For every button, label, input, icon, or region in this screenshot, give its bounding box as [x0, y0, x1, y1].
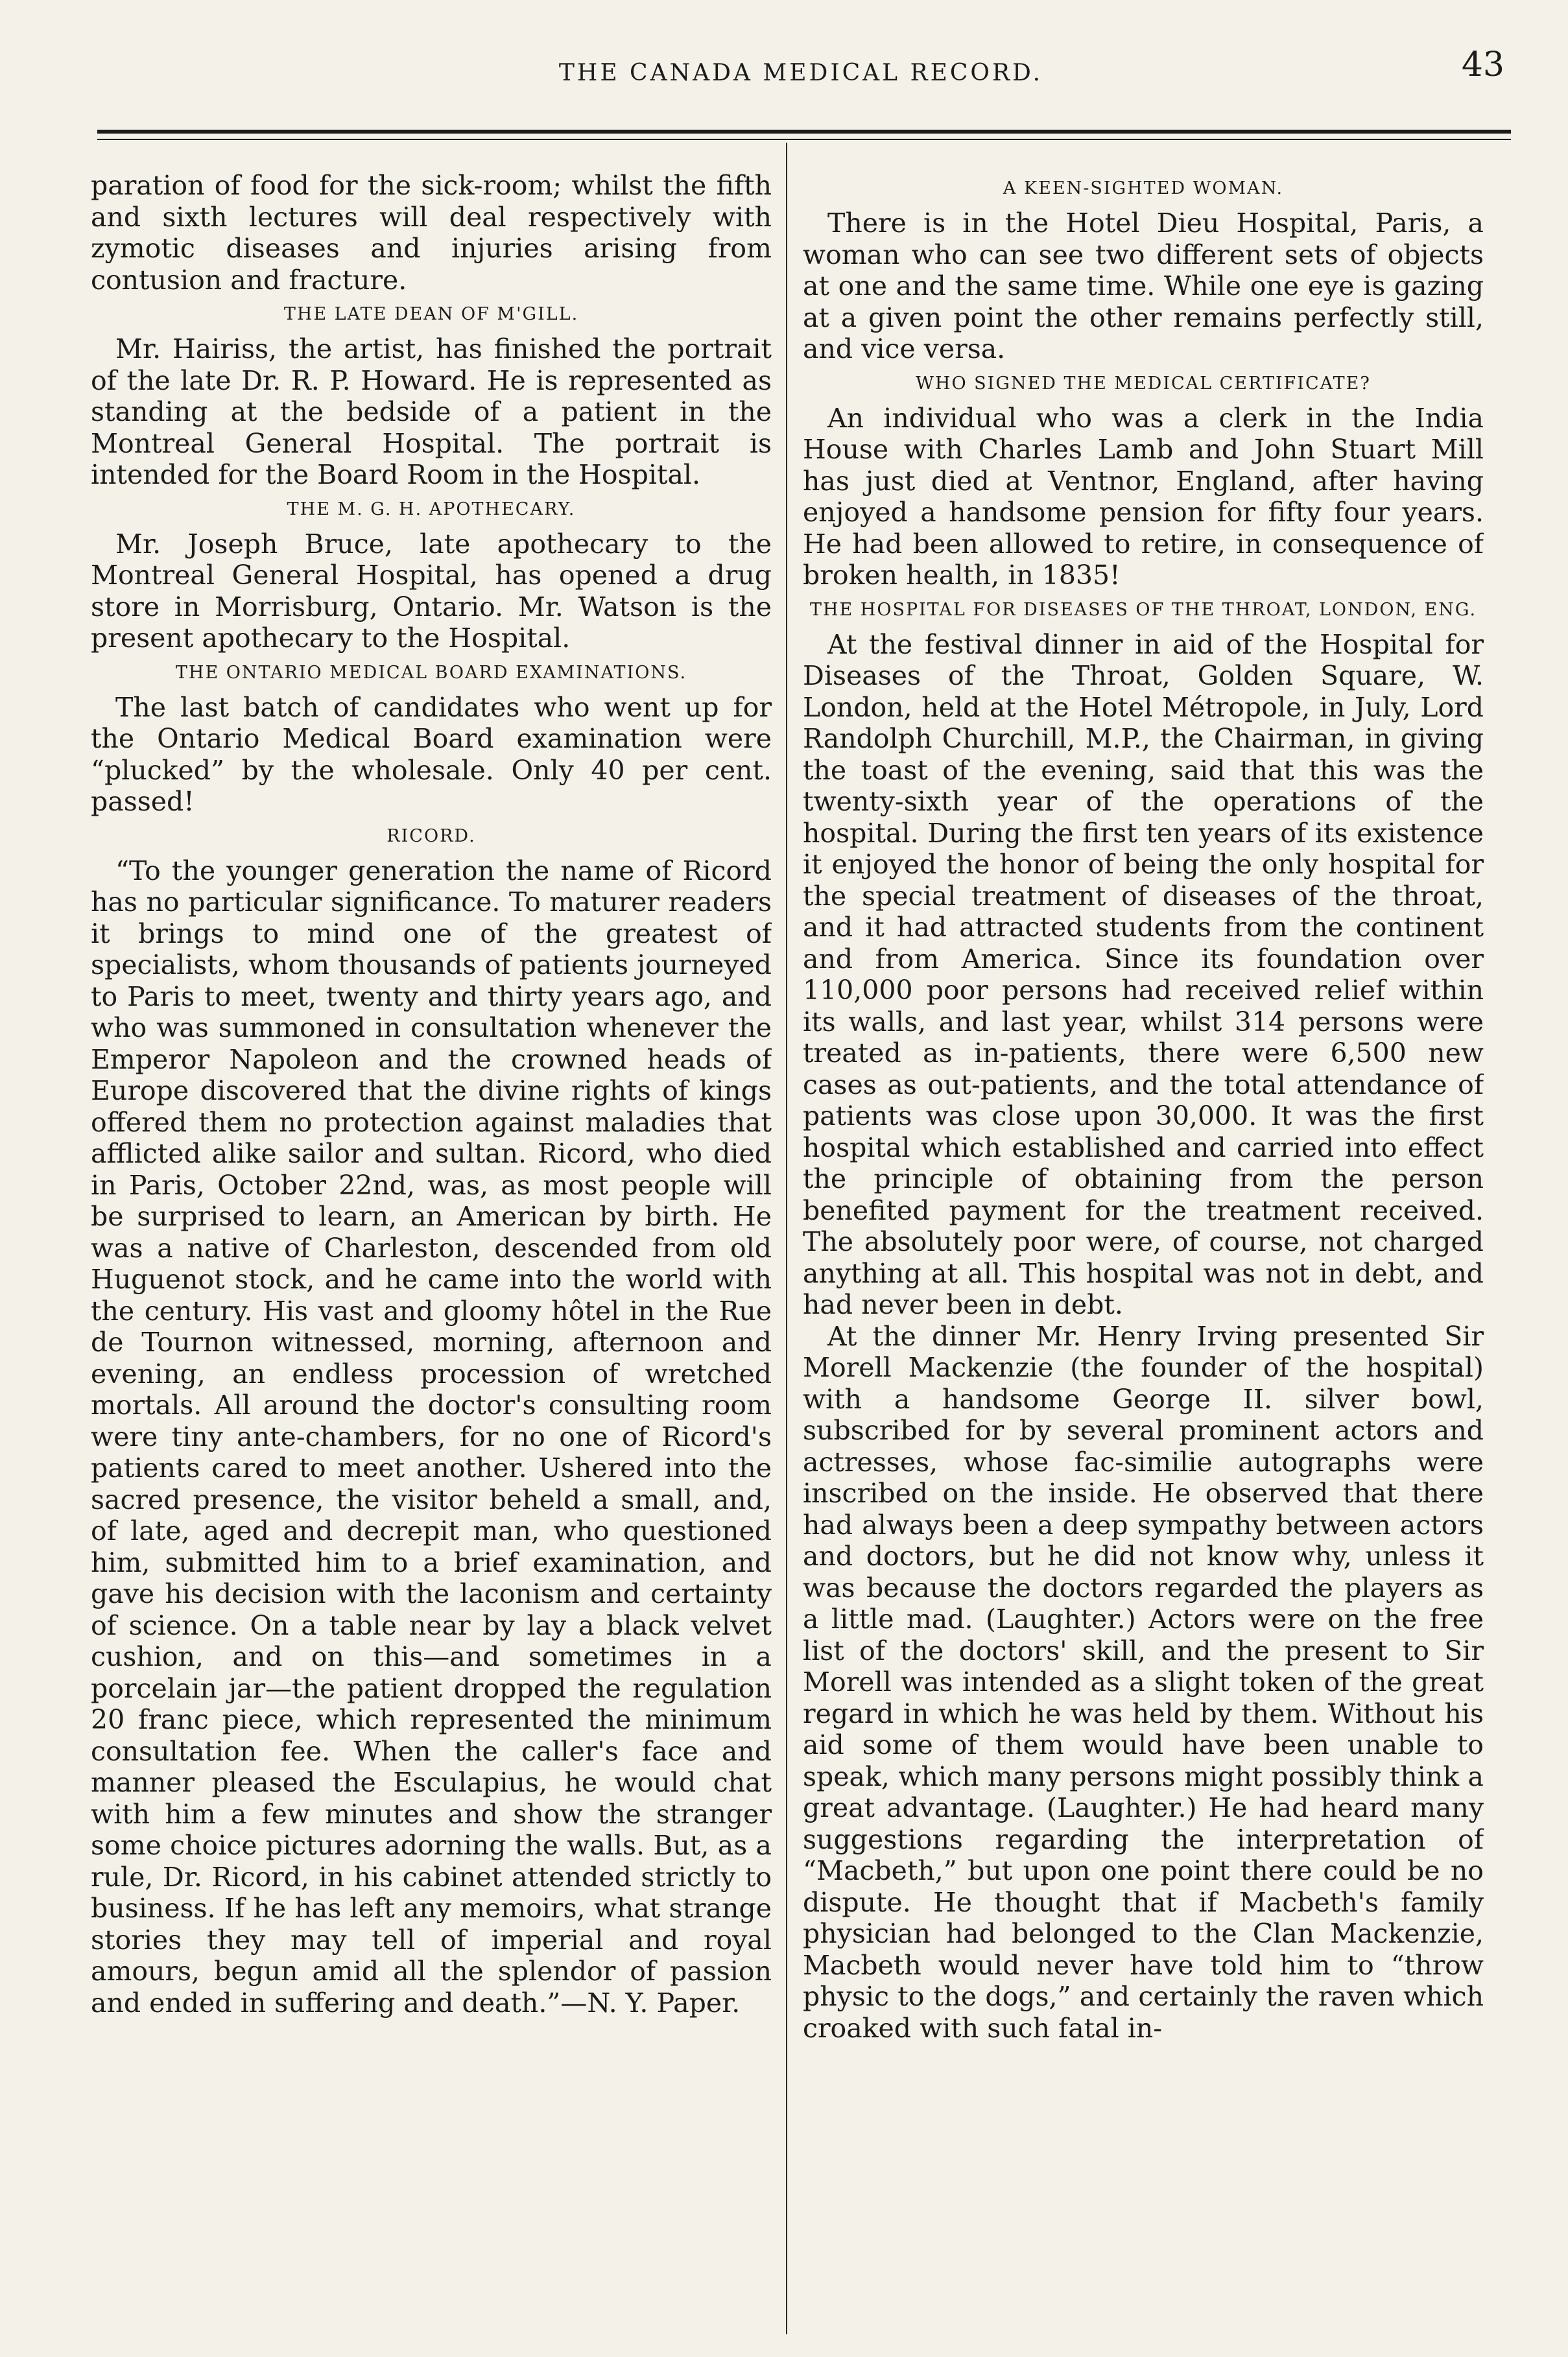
- column-divider: [786, 143, 787, 2334]
- page-header: [97, 45, 1504, 97]
- heading-medical-certificate: WHO SIGNED THE MEDICAL CERTIFICATE?: [916, 373, 1371, 394]
- heading-ricord: RICORD.: [386, 825, 476, 846]
- paragraph-india-house-clerk: An individual who was a clerk in the India House with Charles Lamb and John Stuart Mill has just died at Ventnor, England, after having enjoyed a handsome pension for fifty four years. He had been allowed to retire, in consequence of broken health, in 1835!: [803, 402, 1484, 591]
- heading-throat-hospital: THE HOSPITAL FOR DISEASES OF THE THROAT, LONDON, ENG.: [809, 599, 1477, 620]
- paragraph-festival-dinner: At the festival dinner in aid of the Hospital for Diseases of the Throat, Golden Square, W. London, held at the Hotel Métropole, in July, Lord Randolph Churchill, M.P., the Chairman, in giving the toast of the evening, said that this was the twenty-sixth year of the operations of the hospital. During the first ten years of its existence it enjoyed the honor of being the only hospital for the special treatment of diseases of the throat, and it had attracted students from the continent and from America. Since its foundation over 110,000 poor persons had received relief within its walls, and last year, whilst 314 persons were treated as in-patients, there were 6,500 new cases as out-patients, and the total attendance of patients was close upon 30,000. It was the first hospital which established and carried into effect the principle of obtaining from the person benefited payment for the treatment received. The absolutely poor were, of course, not charged anything at all. This hospital was not in debt, and had never been in debt.: [803, 628, 1484, 1320]
- heading-ontario-board: THE ONTARIO MEDICAL BOARD EXAMINATIONS.: [175, 662, 687, 683]
- paragraph-ricord: “To the younger generation the name of Ricord has no particular significance. To maturer readers it brings to mind one of the greatest of specialists, whom thousands of patients journeyed to Paris to meet, twenty and thirty years ago, and who was summoned in consultation whenever the Emperor Napoleon and the crowned heads of Europe discovered that the divine rights of kings offered them no protection against maladies that afflicted alike sailor and sultan. Ricord, who died in Paris, October 22nd, was, as most people will be surprised to learn, an American by birth. He was a native of Charleston, descended from old Huguenot stock, and he came into the world with the century. His vast and gloomy hôtel in the Rue de Tournon witnessed, morning, afternoon and evening, an endless procession of wretched mortals. All around the doctor's consulting room were tiny ante-chambers, for no one of Ricord's patients cared to meet another. Ushered into the sacred presence, the visitor beheld a small, and, of late, aged and decrepit man, who questioned him, submitted him to a brief examination, and gave his decision with the laconism and certainty of science. On a table near by lay a black velvet cushion, and on this—and sometimes in a porcelain jar—the patient dropped the regulation 20 franc piece, which represented the minimum consultation fee. When the caller's face and manner pleased the Esculapius, he would chat with him a few minutes and show the stranger some choice pictures adorning the walls. But, as a rule, Dr. Ricord, in his cabinet attended strictly to business. If he has left any memoirs, what strange stories they may tell of imperial and royal amours, begun amid all the splendor of passion and ended in suffering and death.”—N. Y. Paper.: [91, 855, 772, 2019]
- header-rule-thick: [97, 130, 1511, 134]
- paragraph-sickroom-lectures: paration of food for the sick-room; whilst the fifth and sixth lectures will deal respectively with zymotic diseases and injuries arising from contusion and fracture.: [91, 170, 772, 296]
- header-rule-thin: [97, 139, 1511, 140]
- right-column: [803, 170, 1484, 2329]
- paragraph-henry-irving: At the dinner Mr. Henry Irving presented Sir Morell Mackenzie (the founder of the hospital) with a handsome George II. silver bowl, subscribed for by several prominent actors and actresses, whose fac-similie autographs were inscribed on the inside. He observed that there had always been a deep sympathy between actors and doctors, but he did not know why, unless it was because the doctors regarded the players as a little mad. (Laughter.) Actors were on the free list of the doctors' skill, and the present to Sir Morell was intended as a slight token of the great regard in which he was held by them. Without his aid some of them would have been unable to speak, which many persons might possibly think a great advantage. (Laughter.) He had heard many suggestions regarding the interpretation of “Macbeth,” but upon one point there could be no dispute. He thought that if Macbeth's family physician had belonged to the Clan Mackenzie, Macbeth would never have told him to “throw physic to the dogs,” and certainly the raven which croaked with such fatal in-: [803, 1320, 1484, 2044]
- heading-keen-sighted-woman: A KEEN-SIGHTED WOMAN.: [1003, 178, 1284, 198]
- running-title: THE CANADA MEDICAL RECORD.: [558, 60, 1043, 86]
- heading-mgh-apothecary: THE M. G. H. APOTHECARY.: [287, 499, 576, 519]
- left-column: [91, 170, 772, 2329]
- paragraph-candidates-plucked: The last batch of candidates who went up for the Ontario Medical Board examination were “plucked” by the wholesale. Only 40 per cent. passed!: [91, 691, 772, 817]
- paragraph-hotel-dieu-woman: There is in the Hotel Dieu Hospital, Paris, a woman who can see two different sets of objects at one and the same time. While one eye is gazing at a given point the other remains perfectly still, and vice versa.: [803, 207, 1484, 364]
- paragraph-howard-portrait: Mr. Hairiss, the artist, has finished the portrait of the late Dr. R. P. Howard. He is represented as standing at the bedside of a patient in the Montreal General Hospital. The portrait is intended for the Board Room in the Hospital.: [91, 333, 772, 490]
- page-number: 43: [1461, 45, 1504, 84]
- paragraph-joseph-bruce: Mr. Joseph Bruce, late apothecary to the Montreal General Hospital, has opened a drug store in Morrisburg, Ontario. Mr. Watson is the present apothecary to the Hospital.: [91, 528, 772, 654]
- heading-late-dean: THE LATE DEAN OF M'GILL.: [283, 304, 579, 324]
